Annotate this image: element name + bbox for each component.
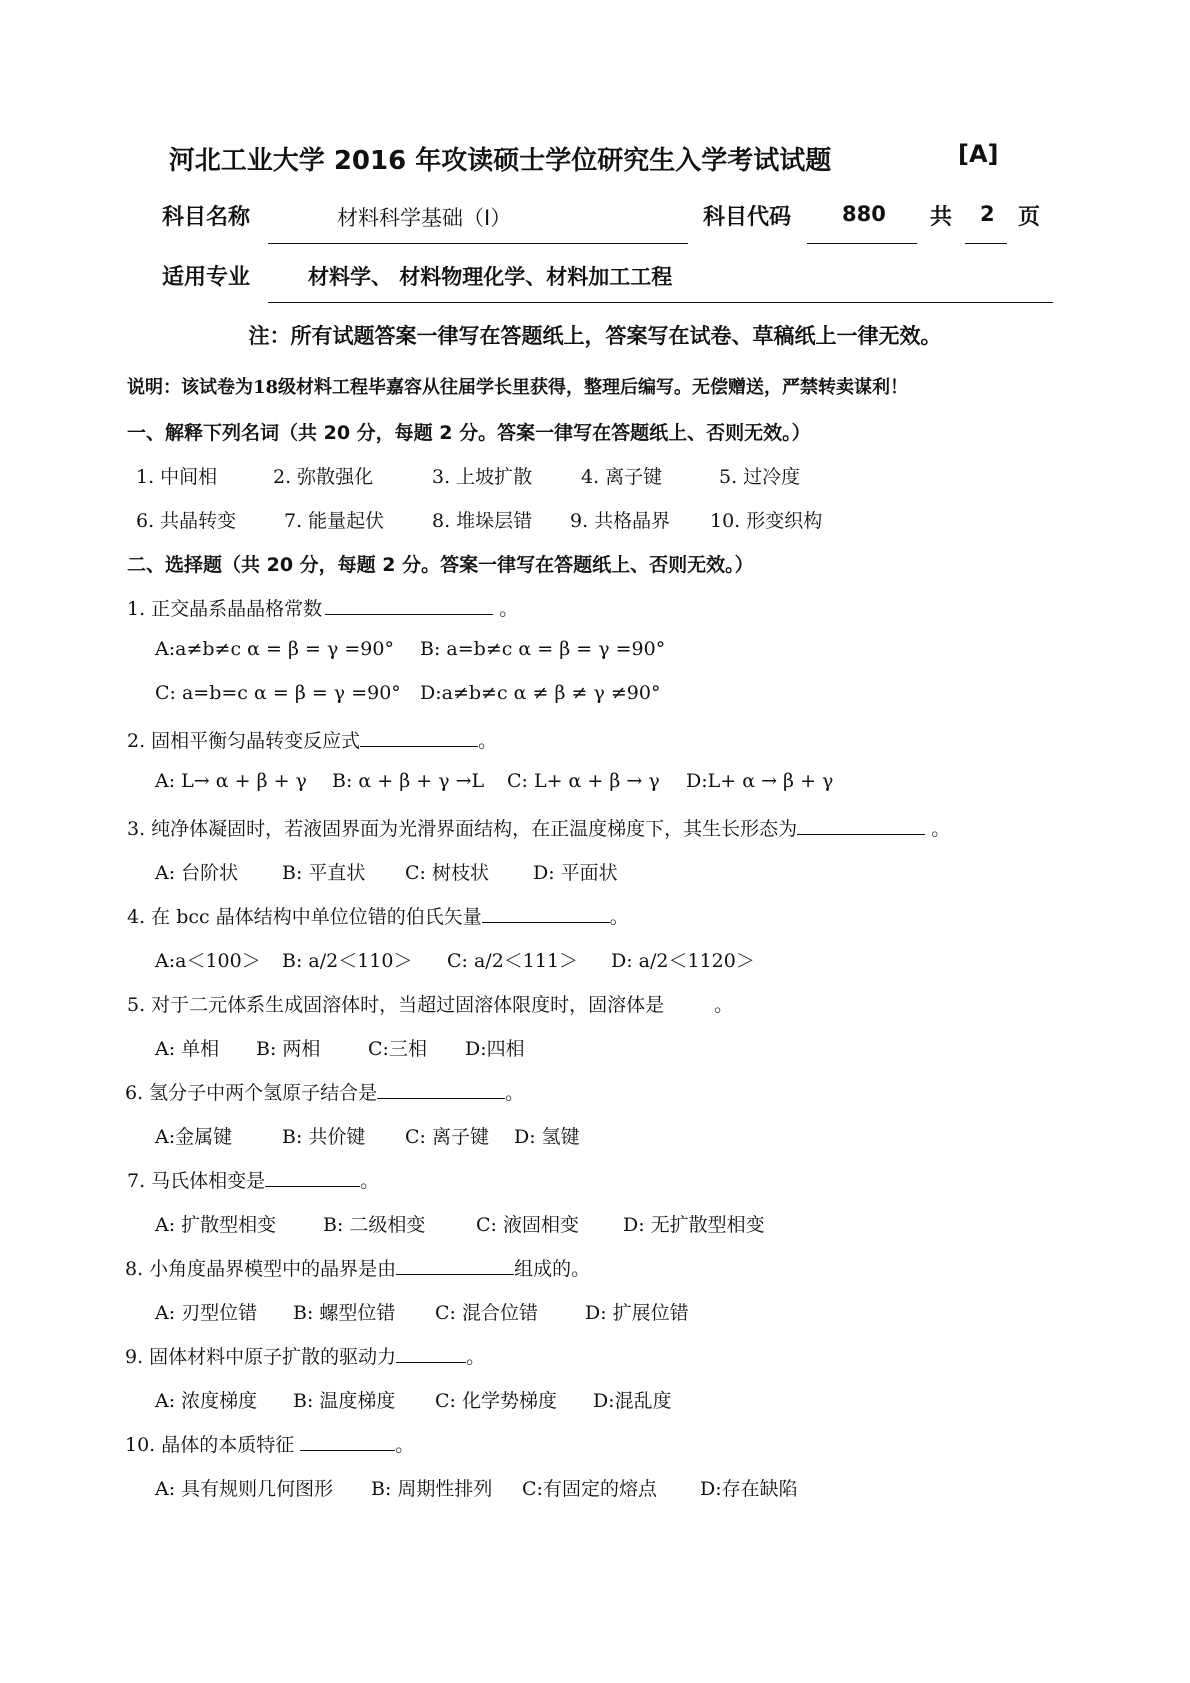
stem-text: 3. 纯净体凝固时，若液固界面为光滑界面结构，在正温度梯度下，其生长形态为 xyxy=(127,818,798,840)
term-item: 6. 共晶转变 xyxy=(136,510,237,532)
stem-tail: 。 xyxy=(360,1170,380,1192)
option-b: B: 两相 xyxy=(256,1038,321,1060)
code-value: 880 xyxy=(842,202,886,226)
major-value: 材料学、 材料物理化学、材料加工工程 xyxy=(308,265,673,289)
term-item: 1. 中间相 xyxy=(136,466,218,488)
option-d: D: 氢键 xyxy=(514,1126,580,1148)
answer-blank xyxy=(377,1079,505,1099)
option-c: C: L+ α + β → γ xyxy=(507,770,660,792)
question-stem xyxy=(127,1166,379,1193)
stem-tail: 。 xyxy=(505,1082,525,1104)
page-unit: 页 xyxy=(1018,205,1041,230)
question-stem xyxy=(125,1342,485,1369)
option-b: B: 周期性排列 xyxy=(371,1478,493,1500)
option-d: D:L+ α → β + γ xyxy=(686,770,834,792)
subject-underline xyxy=(268,243,688,244)
stem-text: 1. 正交晶系晶晶格常数 xyxy=(127,598,323,620)
section2-title: 二、选择题（共 20 分，每题 2 分。答案一律写在答题纸上、否则无效。） xyxy=(127,554,754,576)
stem-tail: 。 xyxy=(466,1346,486,1368)
answer-blank xyxy=(396,1343,466,1363)
answer-blank xyxy=(797,815,925,835)
term-item: 7. 能量起伏 xyxy=(284,510,385,532)
option-b: B: 二级相变 xyxy=(323,1214,426,1236)
option-c: C: a=b=c α = β = γ =90° xyxy=(155,682,401,704)
option-a: A: 单相 xyxy=(155,1038,220,1060)
option-c: C: 树枝状 xyxy=(405,862,489,884)
question-stem xyxy=(125,1430,414,1457)
subject-label: 科目名称 xyxy=(162,205,251,230)
paper-version-code: [A] xyxy=(958,140,999,168)
remark: 说明：该试卷为18级材料工程毕嘉容从往届学长里获得，整理后编写。无偿赠送，严禁转卖谋利！ xyxy=(127,377,909,398)
major-label: 适用专业 xyxy=(162,265,251,290)
stem-text: 5. 对于二元体系生成固溶体时，当超过固溶体限度时，固溶体是 xyxy=(127,994,665,1016)
option-a: A:a≠b≠c α = β = γ =90° xyxy=(155,638,394,660)
term-item: 4. 离子键 xyxy=(581,466,663,488)
stem-tail: 。 xyxy=(478,730,498,752)
option-a: A: 台阶状 xyxy=(155,862,239,884)
option-d: D: a/2＜1120＞ xyxy=(611,950,755,972)
option-c: C:有固定的熔点 xyxy=(522,1478,657,1500)
question-stem xyxy=(127,990,733,1017)
term-item: 3. 上坡扩散 xyxy=(432,466,533,488)
option-c: C: 化学势梯度 xyxy=(435,1390,557,1412)
option-c: C: 混合位错 xyxy=(435,1302,538,1324)
stem-text: 2. 固相平衡匀晶转变反应式 xyxy=(127,730,361,752)
stem-tail: 。 xyxy=(609,906,629,928)
answer-blank xyxy=(396,1255,514,1275)
question-stem xyxy=(125,1078,524,1105)
term-item: 5. 过冷度 xyxy=(719,466,801,488)
option-d: D: 扩展位错 xyxy=(585,1302,689,1324)
term-item: 10. 形变织构 xyxy=(710,510,823,532)
option-b: B: a/2＜110＞ xyxy=(282,950,413,972)
total-label: 共 xyxy=(930,205,953,230)
question-stem xyxy=(127,594,518,621)
option-c: C: a/2＜111＞ xyxy=(447,950,579,972)
option-d: D: 平面状 xyxy=(533,862,618,884)
option-a: A: 具有规则几何图形 xyxy=(155,1478,334,1500)
option-d: D:混乱度 xyxy=(593,1390,672,1412)
option-c: C: 液固相变 xyxy=(476,1214,579,1236)
section1-title: 一、解释下列名词（共 20 分，每题 2 分。答案一律写在答题纸上、否则无效。） xyxy=(127,422,811,444)
option-a: A:金属键 xyxy=(155,1126,233,1148)
total-pages: 2 xyxy=(980,202,995,226)
answer-blank xyxy=(482,903,610,923)
answer-blank xyxy=(360,727,478,747)
option-d: D:a≠b≠c α ≠ β ≠ γ ≠90° xyxy=(420,682,661,704)
stem-text: 7. 马氏体相变是 xyxy=(127,1170,266,1192)
stem-tail: 。 xyxy=(714,994,734,1016)
term-item: 2. 弥散强化 xyxy=(273,466,374,488)
answer-note: 注：所有试题答案一律写在答题纸上，答案写在试卷、草稿纸上一律无效。 xyxy=(248,324,942,348)
question-stem xyxy=(127,902,629,929)
stem-text: 6. 氢分子中两个氢原子结合是 xyxy=(125,1082,378,1104)
option-d: D: 无扩散型相变 xyxy=(623,1214,765,1236)
stem-text: 9. 固体材料中原子扩散的驱动力 xyxy=(125,1346,397,1368)
major-underline xyxy=(268,302,1053,303)
option-a: A: 刃型位错 xyxy=(155,1302,258,1324)
answer-blank xyxy=(300,1431,395,1451)
question-stem xyxy=(127,814,950,841)
question-stem xyxy=(127,726,497,753)
pages-underline xyxy=(965,243,1007,244)
option-a: A: 浓度梯度 xyxy=(155,1390,258,1412)
term-item: 8. 堆垛层错 xyxy=(432,510,533,532)
answer-blank xyxy=(325,595,493,615)
option-b: B: α + β + γ →L xyxy=(332,770,485,792)
option-d: D:四相 xyxy=(465,1038,525,1060)
stem-tail: 。 xyxy=(493,598,519,620)
subject-value: 材料科学基础（I） xyxy=(337,206,512,230)
exam-title: 河北工业大学 2016 年攻读硕士学位研究生入学考试试题 xyxy=(168,146,832,176)
option-b: B: 温度梯度 xyxy=(293,1390,396,1412)
stem-tail: 。 xyxy=(925,818,951,840)
stem-text: 10. 晶体的本质特征 xyxy=(125,1434,301,1456)
stem-text: 4. 在 bcc 晶体结构中单位位错的伯氏矢量 xyxy=(127,906,482,928)
option-b: B: 共价键 xyxy=(282,1126,366,1148)
answer-blank xyxy=(265,1167,360,1187)
option-a: A: 扩散型相变 xyxy=(155,1214,277,1236)
term-item: 9. 共格晶界 xyxy=(570,510,671,532)
code-underline xyxy=(807,243,917,244)
stem-tail: 组成的。 xyxy=(514,1258,591,1280)
option-b: B: a=b≠c α = β = γ =90° xyxy=(420,638,666,660)
code-label: 科目代码 xyxy=(703,205,792,230)
option-b: B: 平直状 xyxy=(282,862,366,884)
option-b: B: 螺型位错 xyxy=(293,1302,396,1324)
question-stem xyxy=(125,1254,590,1281)
option-a: A: L→ α + β + γ xyxy=(155,770,307,792)
option-a: A:a＜100＞ xyxy=(155,950,261,972)
option-c: C:三相 xyxy=(368,1038,427,1060)
option-c: C: 离子键 xyxy=(405,1126,489,1148)
stem-text: 8. 小角度晶界模型中的晶界是由 xyxy=(125,1258,397,1280)
stem-tail: 。 xyxy=(395,1434,415,1456)
option-d: D:存在缺陷 xyxy=(700,1478,798,1500)
